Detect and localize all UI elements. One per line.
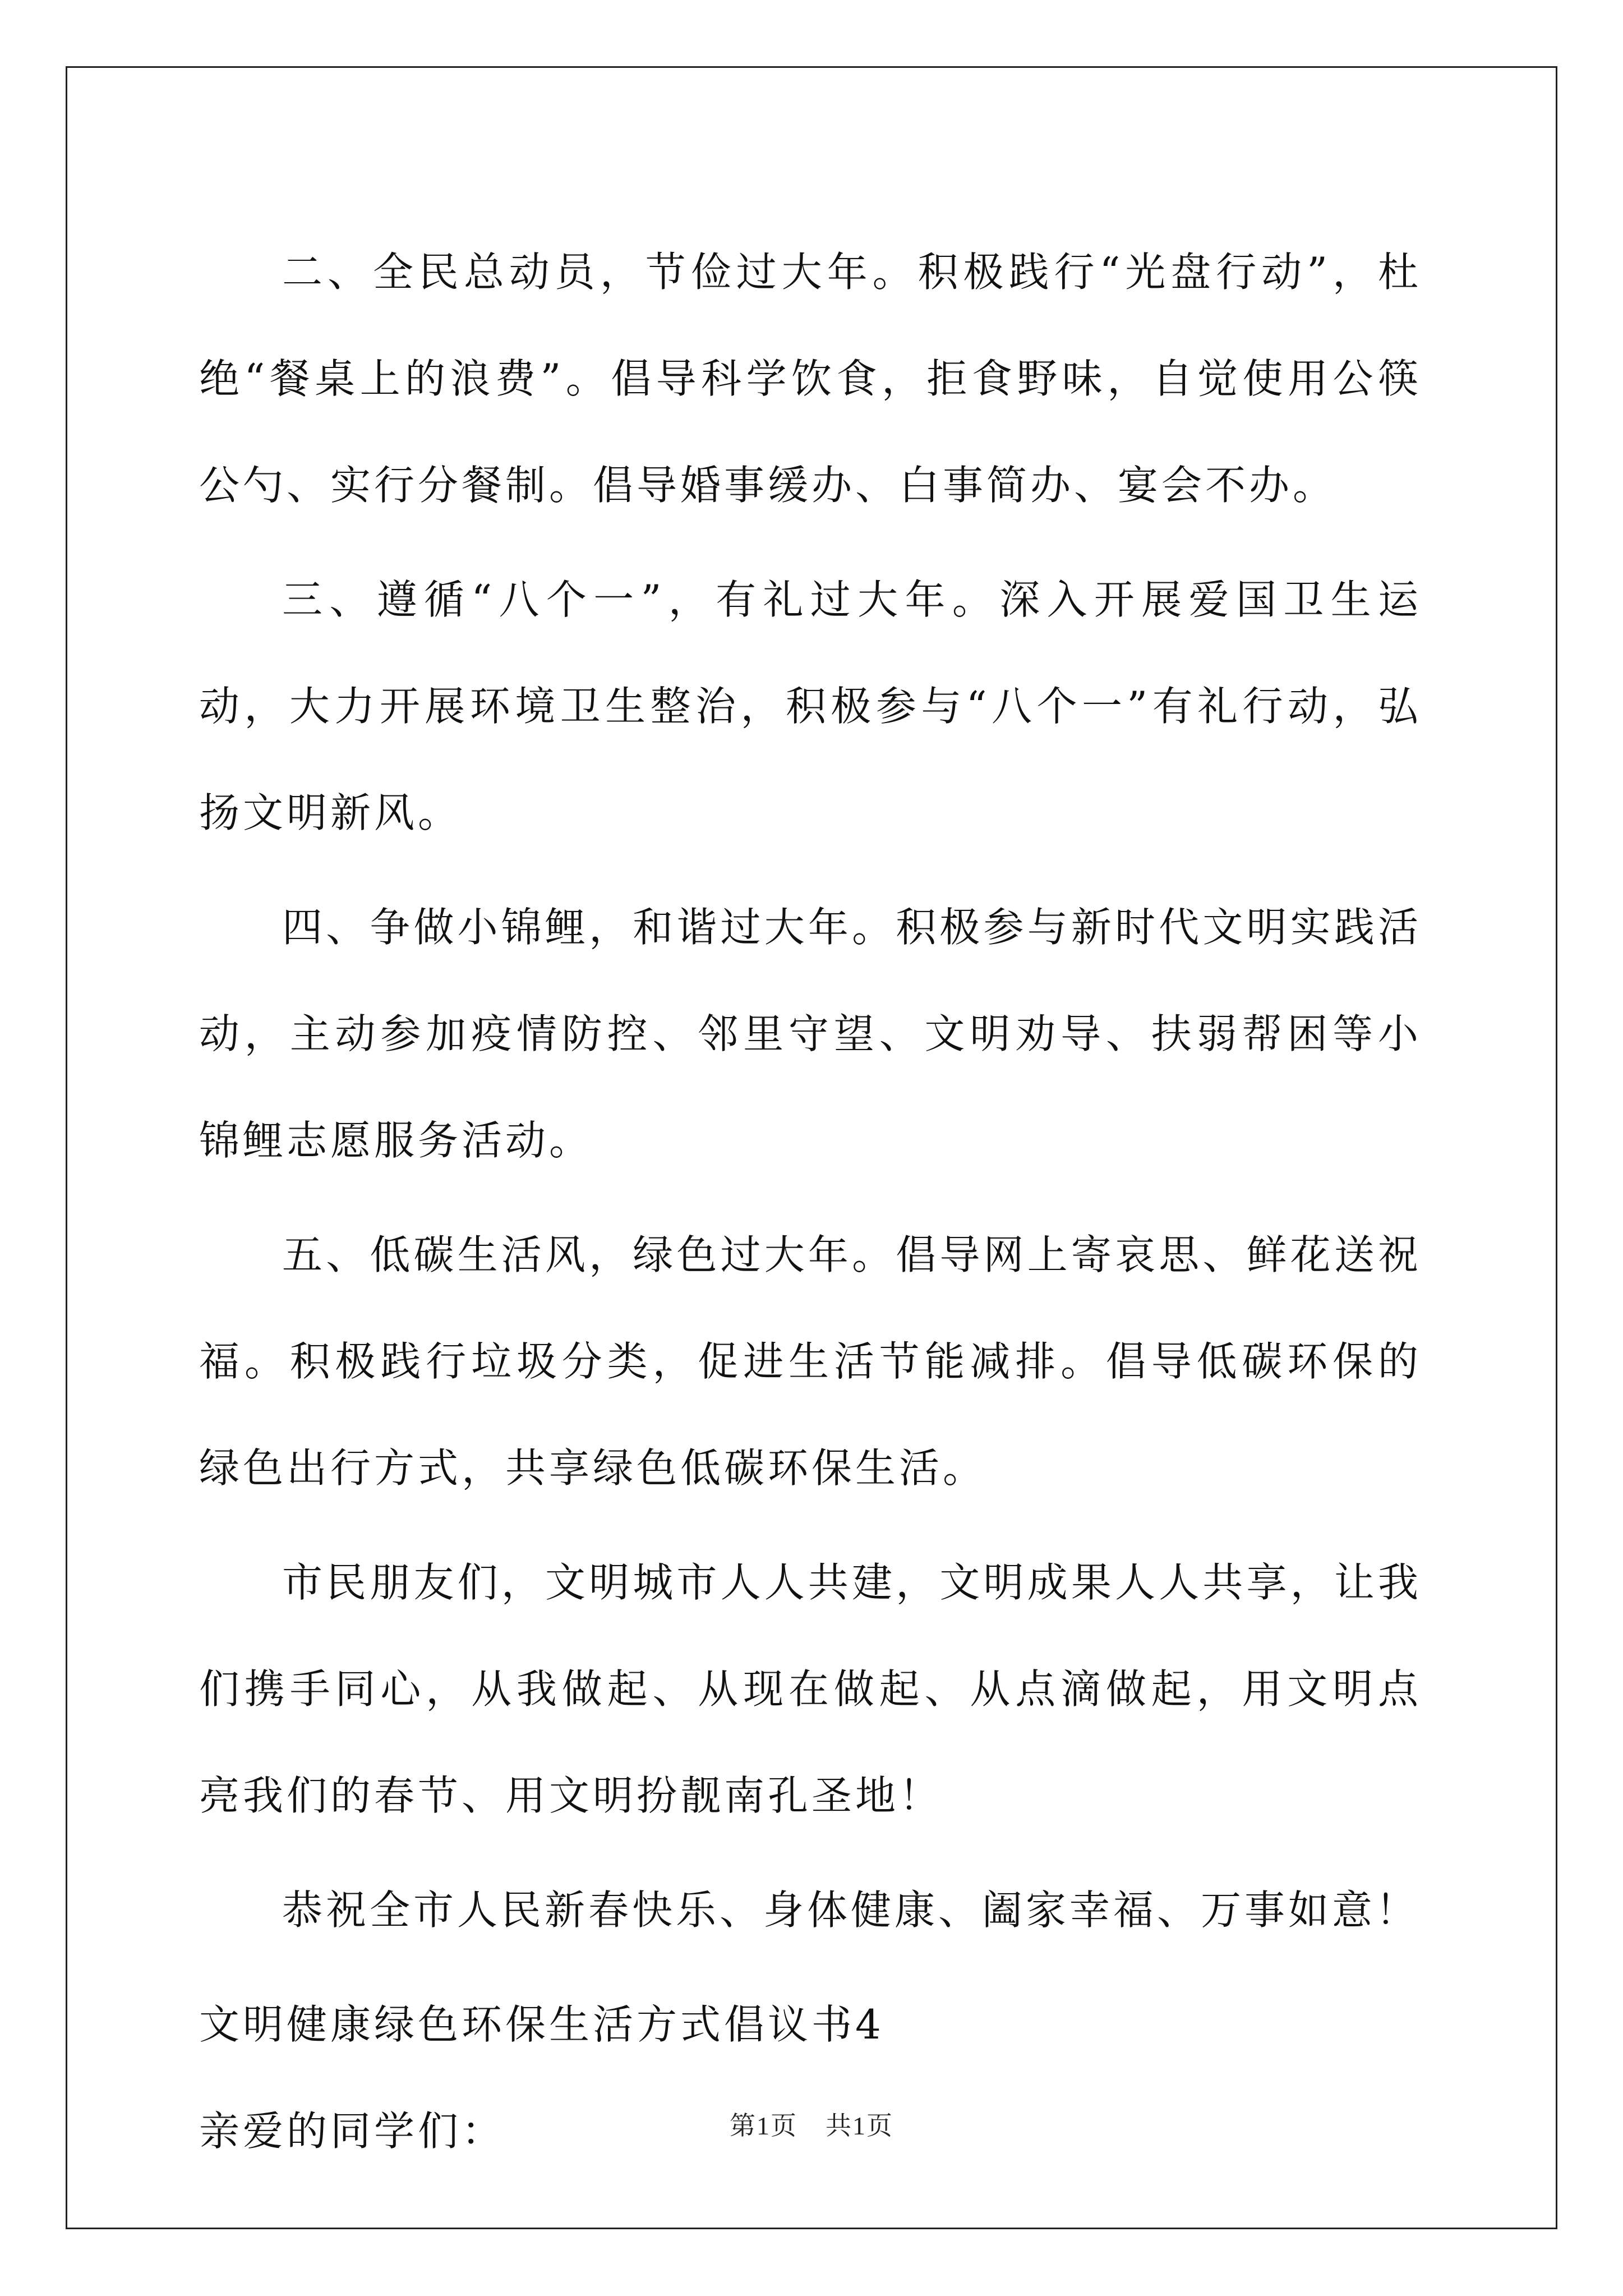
paragraph-appeal: 市民朋友们，文明城市人人共建，文明成果人人共享，让我们携手同心，从我做起、从现在做起、从点滴做起，用文明点亮我们的春节、用文明扮靓南孔圣地！ xyxy=(199,1559,1422,1819)
section-title: 文明健康绿色环保生活方式倡议书4 xyxy=(199,2001,884,2048)
page-number-total: 共1页 xyxy=(826,2111,893,2140)
paragraph-greeting: 恭祝全市人民新春快乐、身体健康、阖家幸福、万事如意！ xyxy=(282,1887,1420,1934)
page-number-current: 第1页 xyxy=(730,2111,797,2140)
paragraph-item-3: 三、遵循“八个一”，有礼过大年。深入开展爱国卫生运动，大力开展环境卫生整治，积极参与“八个一”有礼行动，弘扬文明新风。 xyxy=(199,576,1422,836)
document-body xyxy=(199,219,1422,2184)
page-footer xyxy=(0,2109,1623,2143)
paragraph-item-2: 二、全民总动员，节俭过大年。积极践行“光盘行动”，杜绝“餐桌上的浪费”。倡导科学饮食，拒食野味，自觉使用公筷公勺、实行分餐制。倡导婚事缓办、白事简办、宴会不办。 xyxy=(199,249,1422,509)
paragraph-item-4: 四、争做小锦鲤，和谐过大年。积极参与新时代文明实践活动，主动参加疫情防控、邻里守望、文明劝导、扶弱帮困等小锦鲤志愿服务活动。 xyxy=(199,904,1422,1164)
paragraph-item-5: 五、低碳生活风，绿色过大年。倡导网上寄哀思、鲜花送祝福。积极践行垃圾分类，促进生活节能减排。倡导低碳环保的绿色出行方式，共享绿色低碳环保生活。 xyxy=(199,1231,1422,1492)
salutation: 亲爱的同学们： xyxy=(199,2108,506,2155)
